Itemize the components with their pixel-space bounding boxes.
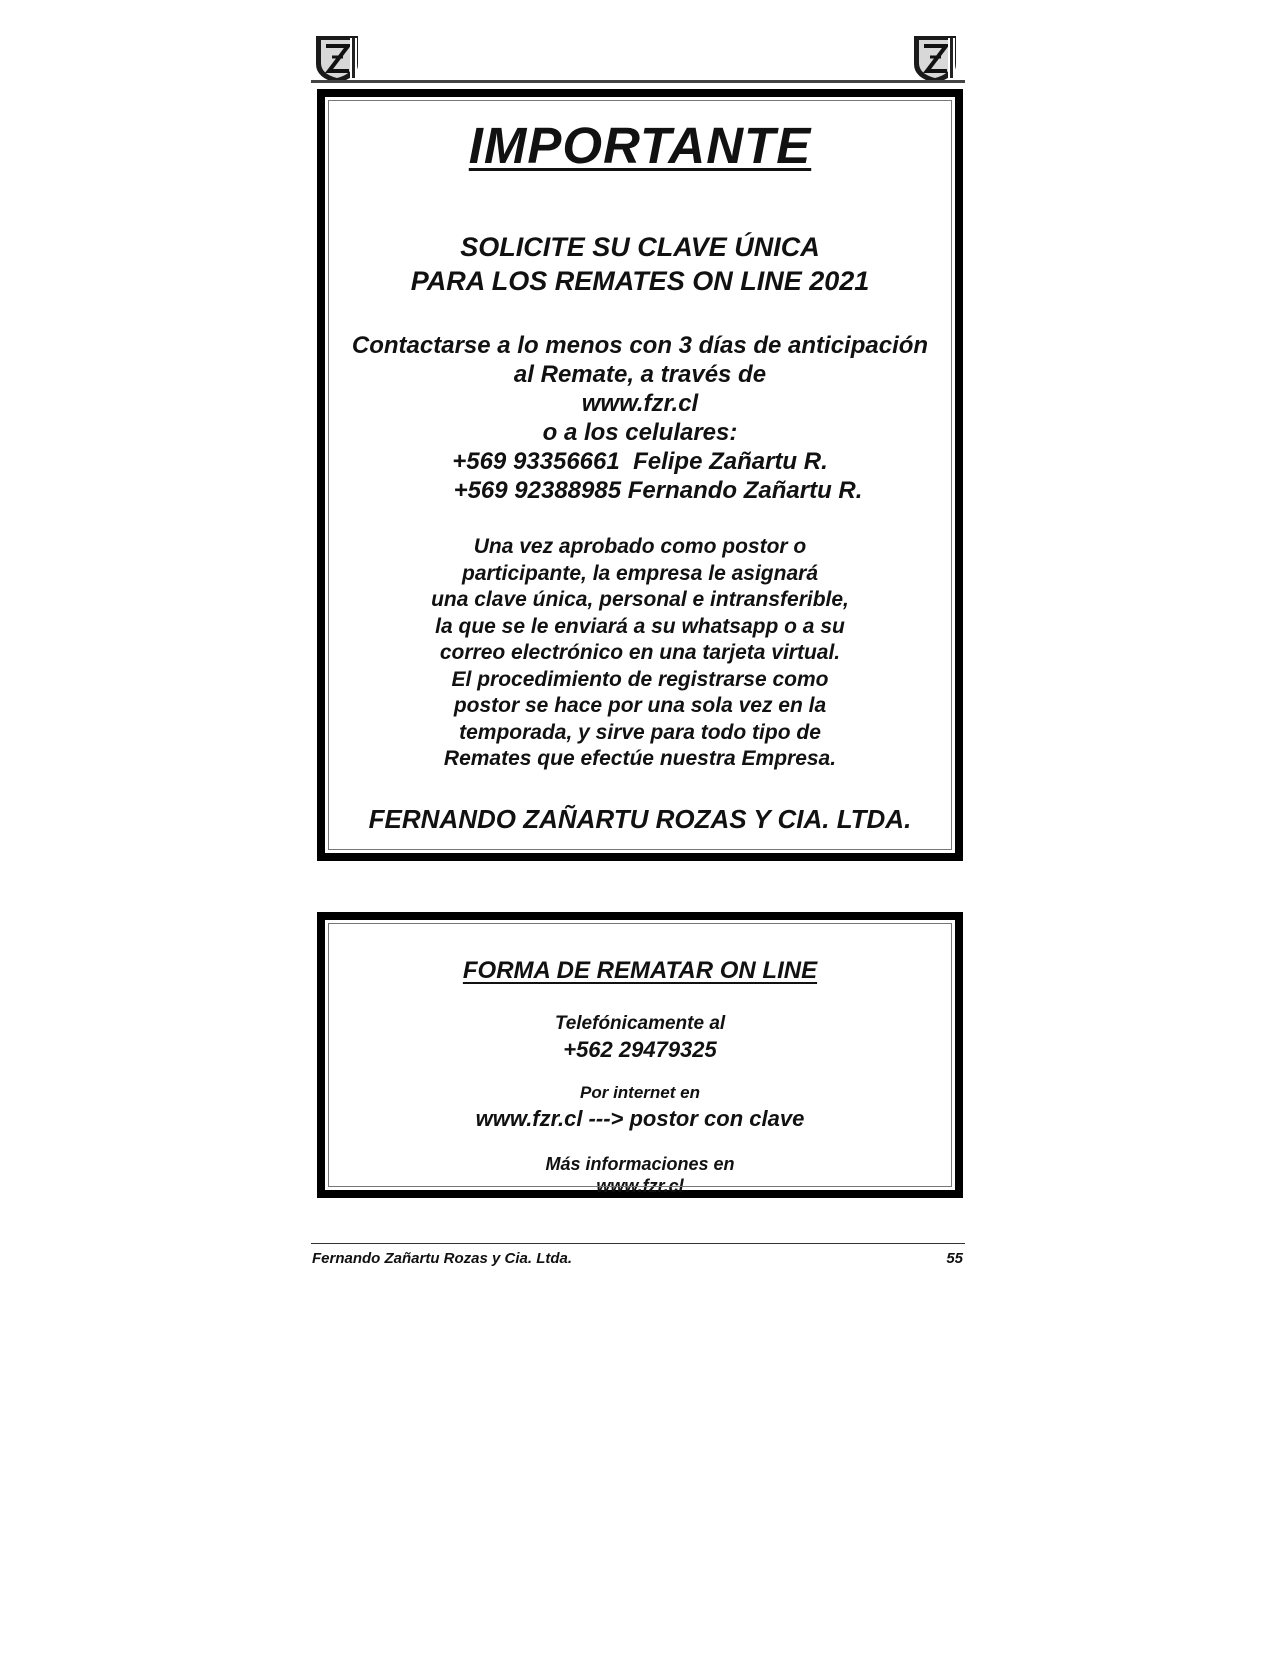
paragraph-line: postor se hace por una sola vez en la [453, 694, 827, 717]
fzr-logo-left [314, 34, 360, 84]
contact-line: Contactarse a lo menos con 3 días de anticipación [351, 332, 929, 359]
paragraph-line: El procedimiento de registrarse como [451, 667, 829, 691]
paragraph-line: correo electrónico en una tarjeta virtual. [439, 641, 841, 664]
phone-number: +562 29479325 [563, 1037, 717, 1062]
paragraph-line: la que se le enviará a su whatsapp o a su [435, 614, 845, 638]
contact-website: www.fzr.cl [581, 390, 699, 417]
contact-line: o a los celulares: [542, 419, 738, 446]
contact-phone-fernando: +569 92388985 Fernando Zañartu R. [453, 477, 863, 504]
important-subtitle [325, 230, 955, 298]
internet-link[interactable]: www.fzr.cl ---> postor con clave [475, 1106, 805, 1131]
fzr-logo-right [912, 34, 958, 84]
registration-paragraph [325, 534, 955, 773]
internet-label: Por internet en [580, 1083, 700, 1102]
important-notice-box [317, 89, 963, 861]
paragraph-line: Una vez aprobado como postor o [473, 535, 807, 558]
header-rule [311, 80, 965, 83]
paragraph-line: Remates que efectúe nuestra Empresa. [443, 747, 837, 770]
more-info-label: Más informaciones en [545, 1154, 735, 1174]
footer-rule [311, 1243, 965, 1244]
phone-label: Telefónicamente al [554, 1013, 726, 1034]
contact-line: al Remate, a través de [513, 361, 767, 388]
subtitle-line: SOLICITE SU CLAVE ÚNICA [460, 232, 820, 262]
company-signature: FERNANDO ZAÑARTU ROZAS Y CIA. LTDA. [368, 804, 912, 834]
online-auction-box [317, 912, 963, 1198]
page-number: 55 [946, 1250, 963, 1267]
forma-title: FORMA DE REMATAR ON LINE [462, 957, 818, 984]
paragraph-line: una clave única, personal e intransferible, [431, 588, 849, 611]
paragraph-line: temporada, y sirve para todo tipo de [459, 720, 821, 744]
paragraph-line: participante, la empresa le asignará [462, 561, 818, 585]
important-title: IMPORTANTE [468, 117, 812, 174]
subtitle-line: PARA LOS REMATES ON LINE 2021 [410, 266, 870, 296]
contact-info [325, 331, 955, 505]
more-info-link[interactable]: www.fzr.cl [596, 1176, 684, 1196]
contact-phone-felipe: +569 93356661 Felipe Zañartu R. [452, 448, 828, 475]
footer-company: Fernando Zañartu Rozas y Cia. Ltda. [312, 1250, 573, 1267]
